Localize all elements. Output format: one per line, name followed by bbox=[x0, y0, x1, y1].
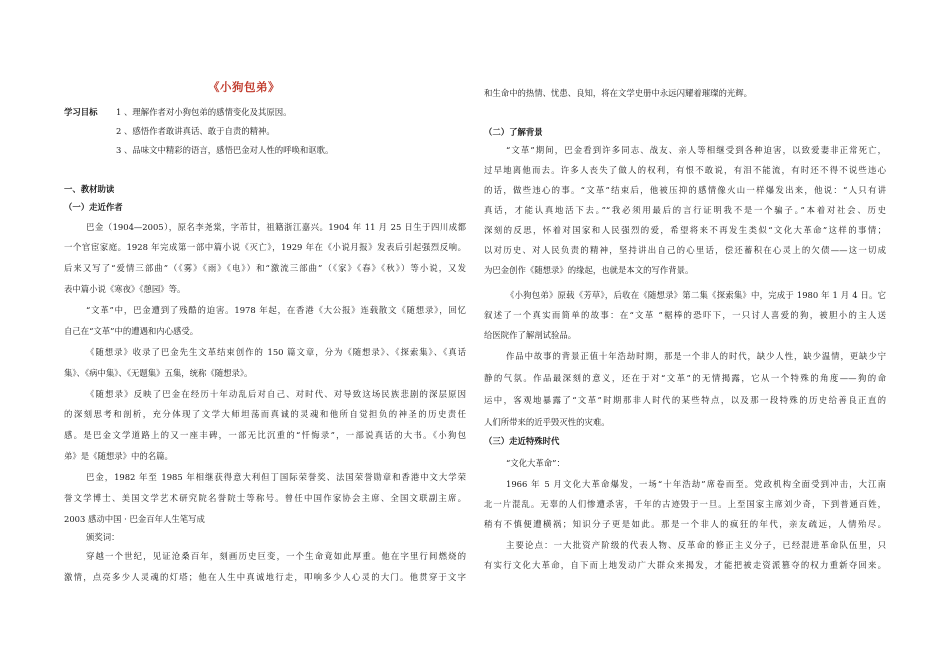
paragraph-line: 为巴金创作《随想录》的缘起，也就是本文的写作背景。 bbox=[484, 265, 694, 275]
paragraph-line: 巴金，1982 年至 1985 年相继获得意大利但丁国际荣誉奖、法国荣誉勋章和香港中文大学荣 bbox=[86, 472, 466, 482]
paragraph-line: 稍有不慎便遭横祸；知识分子更是如此。那是一个非人的疯狂的年代，亲友疏远，人情殆尽。 bbox=[484, 519, 886, 529]
paragraph-line: 深刻的反思，怀着对国家和人民强烈的爱，希望将来不再发生类似“文化大革命”这样的事情； bbox=[484, 225, 886, 235]
paragraph-line: “文革”期间，巴金看到许多同志、战友、亲人等相继受到各种迫害，以致爱妻非正常死亡， bbox=[506, 145, 886, 155]
paragraph-line: 集》、《病中集》、《无题集》五集，统称《随想录》。 bbox=[64, 368, 253, 378]
paragraph-line: 激情，点亮多少人灵魂的灯塔；他在人生中真诚地行走，叩响多少人心灵的大门。他贯穿于文字 bbox=[64, 572, 466, 582]
paragraph-line: 弟》是《随想录》中的名篇。 bbox=[64, 451, 173, 461]
paragraph-line: 有实行文化大革命，自下而上地发动广大群众来揭发，才能把被走资派篡夺的权力重新夺回来。 bbox=[484, 560, 886, 570]
paragraph-line: 《随想录》收录了巴金先生文革结束创作的 150 篇文章，分为《随想录》、《探索集》、《真话 bbox=[86, 347, 466, 357]
paragraph-line: 表中篇小说《寒夜》《憩园》等。 bbox=[64, 284, 186, 294]
paragraph-line: 和生命中的热情、忧患、良知，将在文学史册中永远闪耀着璀璨的光辉。 bbox=[484, 88, 752, 98]
paragraph-line: 一个官宦家庭。1928 年完成第一部中篇小说《灭亡》，1929 年在《小说月报》发表后引起强烈反响。 bbox=[64, 242, 466, 252]
paragraph-line: “文革”中，巴金遭到了残酷的迫害。1978 年起，在香港《大公报》连载散文《随想录》，回忆 bbox=[86, 305, 466, 315]
paragraph-line: 2003 感动中国 · 巴金百年人生笔写成 bbox=[64, 514, 205, 524]
page-title: 《小狗包弟》 bbox=[208, 80, 280, 94]
paragraph-line: 巴金（1904—2005），原名李尧棠，字芾甘，祖籍浙江嘉兴。1904 年 11 月 25 日生于四川成都 bbox=[86, 222, 466, 232]
paragraph-line: 《小狗包弟》原载《芳草》，后收在《随想录》第二集《探索集》中，完成于 1980 年 1 月 4 日。它 bbox=[506, 290, 886, 300]
paragraph-line: 以对历史、对人民负责的精神，坚持讲出自己的心里话，偿还蓄积在心灵上的欠债——这一切成 bbox=[484, 245, 886, 255]
term-label: “文化大革命”： bbox=[506, 458, 565, 468]
goal-item: 2 、感悟作者敢讲真话、敢于自责的精神。 bbox=[116, 126, 275, 136]
subsection-heading: （二）了解背景 bbox=[484, 127, 543, 137]
subsection-heading: （一）走近作者 bbox=[64, 202, 123, 212]
paragraph-line: 给医院作了解剖试验品。 bbox=[484, 330, 577, 340]
paragraph-line: 《随想录》反映了巴金在经历十年动乱后对自己、对时代、对导致这场民族悲剧的深层原因 bbox=[86, 389, 466, 399]
paragraph-line: 的话，做些违心的事。“文革”结束后，他被压抑的感情像火山一样爆发出来，他说：“人只有讲 bbox=[484, 185, 886, 195]
paragraph-line: 运中，客观地暴露了“文革”时期那非人时代的某些特点，以及那一段特殊的历史给善良正直的 bbox=[484, 395, 886, 405]
paragraph-line: 北一片混乱。无辜的人们惨遭杀害，千年的古迹毁于一旦。上至国家主席刘少奇，下到普通百姓， bbox=[484, 499, 886, 509]
paragraph-line: 作品中故事的背景正值十年浩劫时期，那是一个非人的时代，缺少人性，缺少温情，更缺少宁 bbox=[506, 351, 886, 361]
paragraph-line: 后来又写了“爱情三部曲”（《雾》《雨》《电》）和“激流三部曲”（《家》《春》《秋》）等小说，又发 bbox=[64, 263, 466, 273]
goals-label: 学习目标 bbox=[64, 107, 98, 117]
paragraph-line: 主要论点：一大批资产阶级的代表人物、反革命的修正主义分子，已经混进革命队伍里，只 bbox=[506, 540, 886, 550]
paragraph-line: 的深刻思考和剖析，充分体现了文学大师坦荡而真诚的灵魂和他所自觉担负的神圣的历史责任 bbox=[64, 409, 466, 419]
paragraph-line: 感。是巴金文学道路上的又一座丰碑，一部无比沉重的“忏悔录”，一部说真话的大书。《小狗包 bbox=[64, 430, 466, 440]
paragraph-line: 真话，才能认真地活下去。”“我必须用最后的言行证明我不是一个骗子。”本着对社会、历史 bbox=[484, 205, 886, 215]
award-label: 颁奖词： bbox=[86, 532, 120, 542]
paragraph-line: 穿越一个世纪，见证沧桑百年，刻画历史巨变，一个生命竟如此厚重。他在字里行间燃烧的 bbox=[86, 551, 466, 561]
paragraph-line: 人们所带来的近乎毁灭性的灾难。 bbox=[484, 417, 610, 427]
paragraph-line: 过早地离他而去。许多人丧失了做人的权利，有恨不敢说，有泪不能流，有时还不得不说些违心 bbox=[484, 165, 886, 175]
goal-item: 3 、品味文中精彩的语言，感悟巴金对人性的呼唤和讴歌。 bbox=[116, 145, 334, 155]
paragraph-line: 静的气氛。作品最深刻的意义，还在于对“文革”的无情揭露，它从一个特殊的角度——狗的命 bbox=[484, 373, 886, 383]
paragraph-line: 叙述了一个真实而简单的故事：在“文革 ”椐棒的恐吓下，一只讨人喜爱的狗，被胆小的主人送 bbox=[484, 310, 886, 320]
section-heading: 一、教材助读 bbox=[64, 184, 115, 194]
paragraph-line: 自己在“文革”中的遭遇和内心感受。 bbox=[64, 326, 199, 336]
subsection-heading: （三）走近特殊时代 bbox=[484, 436, 560, 446]
paragraph-line: 誉文学博士、美国文学艺术研究院名誉院士等称号。曾任中国作家协会主席、全国文联副主席。 bbox=[64, 493, 466, 503]
goal-item: 1 、理解作者对小狗包弟的感情变化及其原因。 bbox=[116, 107, 292, 117]
paragraph-line: 1966 年 5 月文化大革命爆发，一场“十年浩劫”席卷而至。党政机构全面受到冲击，大江南 bbox=[506, 479, 886, 489]
